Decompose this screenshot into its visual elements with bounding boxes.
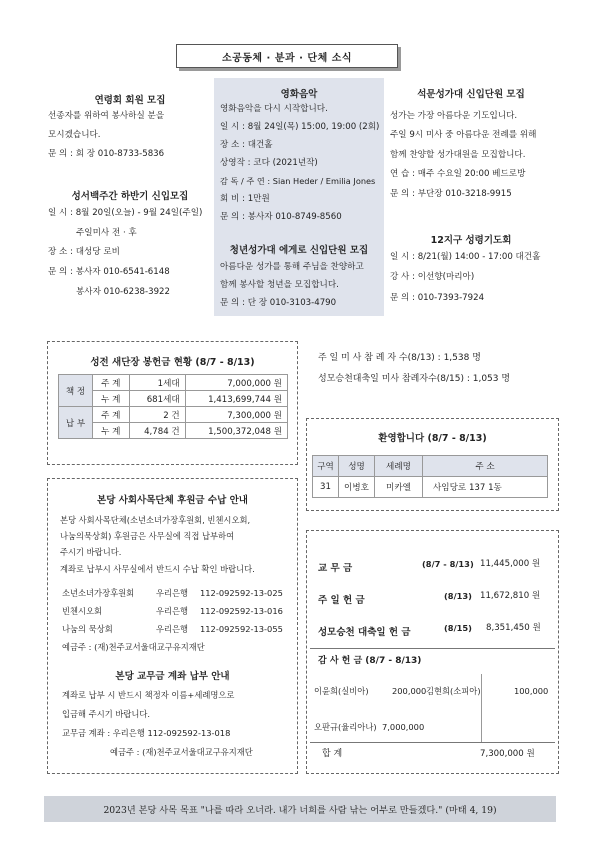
col2-s1-line: 회 비 : 1만원 [220,194,270,204]
table-row [59,375,288,391]
group-label: 책 정 [59,375,93,407]
table-row [59,423,288,439]
row-label: 주 계 [93,375,130,391]
col-header: 성명 [339,456,375,477]
col2-s1-line: 장 소 : 대건홀 [220,140,273,150]
account-number: 112-092592-13-025 [200,588,283,598]
col3-s2-title: 12지구 성령기도회 [430,235,512,246]
account-name: 소년소녀가장후원회 [62,588,135,598]
dues-line: 예금주 : (재)천주교서울대교구유지재단 [110,747,253,757]
footer-text: 2023년 본당 사목 목표 "나를 따라 오너라. 내가 너희를 사람 낚는 어부로 만들겠다." (마태 4, 19) [103,805,497,816]
finance-period: (8/15) [444,623,472,633]
account-number: 112-092592-13-055 [200,624,283,634]
finance-label: 성모승천 대축일 헌 금 [318,627,411,638]
col2-s1-line: 상영작 : 코다 (2021년작) [220,158,318,168]
col1-s2-line: 일 시 : 8월 20일(오늘) - 9월 24일(주일) [48,208,203,218]
divider [481,674,482,742]
row-amount: 7,000,000 원 [185,375,287,391]
thanks-name: 김현희(소피아) [426,686,481,696]
col3-s1-title: 석문성가대 신입단원 모집 [417,89,525,100]
col1-s1-line: 선종자를 위하여 봉사하실 분을 [48,111,165,121]
dues-line: 계좌로 납부 시 반드시 책정자 이름+세례명으로 [62,690,235,700]
col2-s1-line: 감 독 / 주 연 : Sian Heder / Emilia Jones [220,176,376,186]
row-amount: 1,500,372,048 원 [185,423,287,439]
col-header: 구역 [313,456,339,477]
social-para-line: 계좌로 납부시 사무실에서 반드시 수납 확인 바랍니다. [60,564,255,574]
total-amount: 7,300,000 원 [480,749,535,759]
col1-s2-line: 문 의 : 봉사자 010-6541-6148 [48,267,170,277]
col1-s2-line: 봉사자 010-6238-3922 [76,287,170,297]
col3-s1-line: 주일 9시 미사 중 아름다운 전례를 위해 [390,130,537,140]
col3-s1-line: 함께 찬양할 성가대원을 모집합니다. [390,150,526,160]
col3-s2-line: 일 시 : 8/21(월) 14:00 - 17:00 대건홀 [390,252,541,262]
row-amount: 7,300,000 원 [185,407,287,423]
col3-s2-line: 문 의 : 010-7393-7924 [390,293,485,303]
col3-s1-line: 문 의 : 부단장 010-3218-9915 [390,189,512,199]
cell: 31 [313,477,339,498]
social-para-line: 주시기 바랍니다. [60,547,122,557]
cell: 이병호 [339,477,375,498]
col3-s2-line: 강 사 : 이선향(마리아) [390,272,475,282]
dues-title: 본당 교무금 계좌 납부 안내 [115,671,230,682]
row-count: 1세대 [129,375,185,391]
attendance-line: 주 일 미 사 참 례 자 수(8/13) : 1,538 명 [318,353,481,363]
social-para-line: 본당 사회사목단체(소년소녀가장후원회, 빈첸시오회, [60,515,251,525]
attendance-line: 성모승천대축일 미사 참례자수(8/15) : 1,053 명 [318,374,511,384]
thanks-amount: 7,000,000 [382,722,425,732]
row-label: 누 계 [93,391,130,407]
welcome-title: 환영합니다 (8/7 - 8/13) [378,433,487,444]
renovation-fund-title: 성전 새단장 봉헌금 현황 (8/7 - 8/13) [90,357,255,368]
thanks-amount: 200,000 [392,686,427,696]
col2-s1-line: 문 의 : 봉사자 010-8749-8560 [220,212,342,222]
account-bank: 우리은행 [156,606,189,616]
finance-period: (8/13) [444,591,472,601]
group-label: 납 부 [59,407,93,439]
social-ministry-title: 본당 사회사목단체 후원금 수납 안내 [97,495,248,506]
account-name: 나눔의 묵상회 [62,624,113,634]
dues-line: 입금해 주시기 바랍니다. [62,709,151,719]
renovation-fund-table [58,374,288,439]
finance-amount: 11,445,000 원 [480,559,541,569]
finance-amount: 11,672,810 원 [480,591,541,601]
col-header: 세례명 [375,456,423,477]
row-label: 주 계 [93,407,130,423]
divider [310,648,555,649]
col1-s1-title: 연령회 회원 모집 [94,95,166,106]
table-header-row [313,456,548,477]
row-count: 4,784 건 [129,423,185,439]
row-count: 681세대 [129,391,185,407]
section-header-title: 소공동체 · 분과 · 단체 소식 [221,52,353,64]
col2-s1-line: 일 시 : 8월 24일(목) 15:00, 19:00 (2회) [220,122,380,132]
col3-s1-line: 성가는 가장 아름다운 기도입니다. [390,111,518,121]
table-row [59,391,288,407]
footer-banner [44,796,556,822]
account-bank: 우리은행 [156,588,189,598]
welcome-table [312,455,548,498]
col1-s2-title: 성서백주간 하반기 신입모집 [71,191,189,202]
finance-amount: 8,351,450 원 [486,623,541,633]
col-header: 주 소 [423,456,548,477]
col1-s2-line: 장 소 : 대성당 로비 [48,247,120,257]
finance-period: (8/7 - 8/13) [422,559,474,569]
col2-s1-title: 영화음악 [280,89,318,100]
account-owner: 예금주 : (재)천주교서울대교구유지재단 [62,642,205,652]
account-name: 빈첸시오회 [62,606,103,616]
dues-line: 교무금 계좌 : 우리은행 112-092592-13-018 [62,728,231,738]
row-count: 2 건 [129,407,185,423]
row-label: 누 계 [93,423,130,439]
account-number: 112-092592-13-016 [200,606,283,616]
table-row [59,407,288,423]
col2-s2-line: 문 의 : 단 장 010-3103-4790 [220,298,337,308]
cell: 사임당로 137 1동 [423,477,548,498]
thanks-amount: 100,000 [514,686,549,696]
thanks-name: 오판규(율리아나) [314,722,377,732]
account-bank: 우리은행 [156,624,189,634]
table-row [313,477,548,498]
col2-s1-line: 영화음악을 다시 시작합니다. [220,104,328,114]
finance-label: 교 무 금 [318,563,353,574]
finance-label: 주 일 헌 금 [318,595,365,606]
section-header [176,44,398,68]
thanks-name: 이윤희(실비아) [314,686,369,696]
social-para-line: 나눔의묵상회) 후원금은 사무실에 직접 납부하여 [60,531,235,541]
thanks-title: 감 사 헌 금 (8/7 - 8/13) [318,656,422,666]
col1-s1-line: 문 의 : 회 장 010-8733-5836 [48,149,165,159]
col2-s2-line: 아름다운 성가를 통해 주님을 찬양하고 [220,262,364,272]
col3-s1-line: 연 습 : 매주 수요일 20:00 베드로방 [390,169,526,179]
col1-s2-line: 주일미사 전 · 후 [76,228,137,238]
total-label: 합 계 [322,749,343,759]
col2-s2-title: 청년성가대 에게로 신입단원 모집 [229,245,369,256]
divider [310,742,555,743]
row-amount: 1,413,699,744 원 [185,391,287,407]
col2-s2-line: 함께 봉사할 청년을 모집합니다. [220,280,339,290]
col1-s1-line: 모시겠습니다. [48,130,101,140]
cell: 미카엘 [375,477,423,498]
